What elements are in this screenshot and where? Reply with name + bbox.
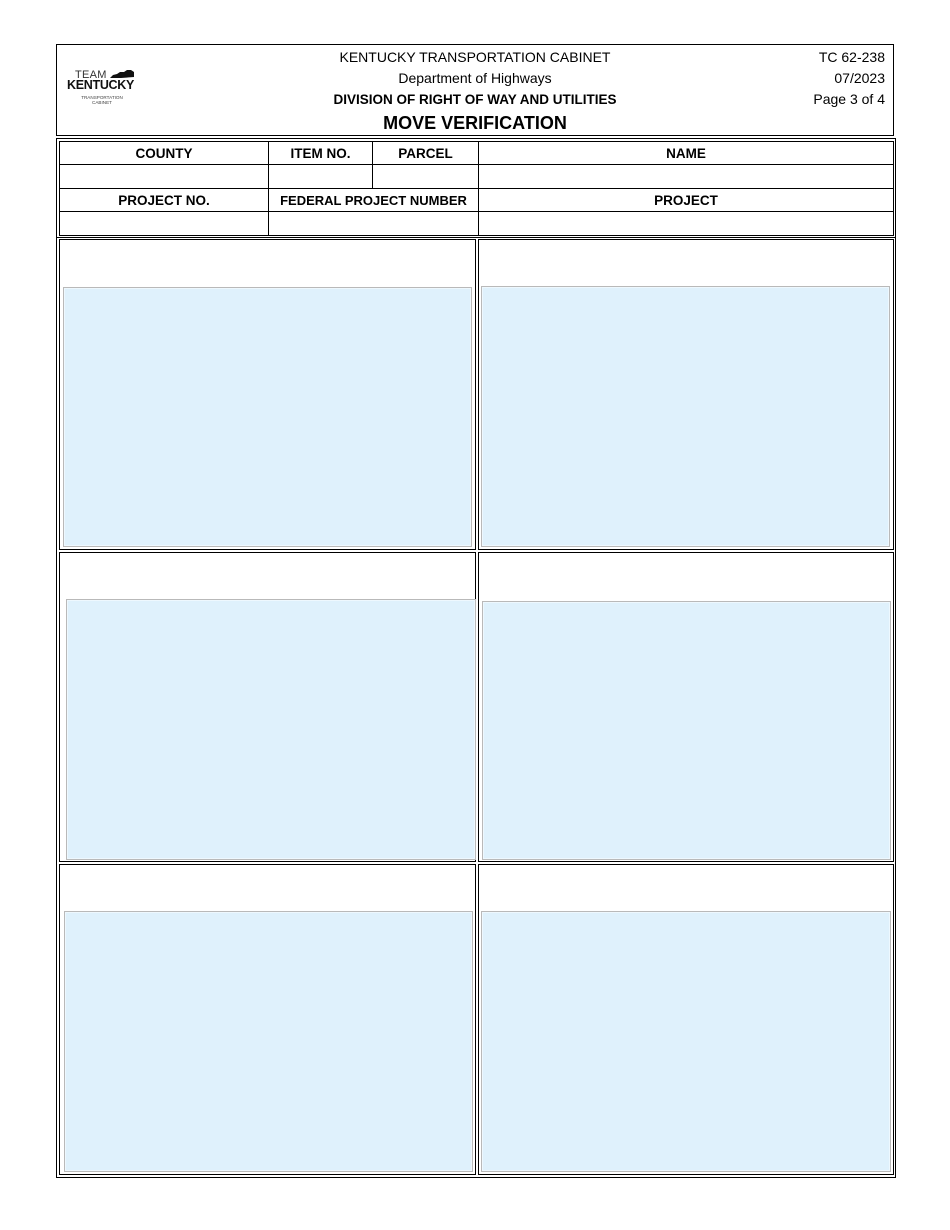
parcel-header: PARCEL [373, 142, 479, 165]
photo-placeholder[interactable] [482, 601, 891, 860]
project-no-field[interactable] [60, 212, 269, 236]
county-field[interactable] [60, 165, 269, 189]
photo-caption-field[interactable] [66, 873, 469, 909]
project-header: PROJECT [479, 189, 894, 212]
photo-cell-3 [59, 552, 476, 862]
name-header: NAME [479, 142, 894, 165]
header-right [813, 47, 885, 110]
photo-placeholder[interactable] [481, 286, 890, 547]
photo-placeholder[interactable] [63, 287, 472, 547]
photo-placeholder[interactable] [481, 911, 891, 1172]
federal-project-number-field[interactable] [269, 212, 479, 236]
county-header: COUNTY [60, 142, 269, 165]
photo-placeholder[interactable] [64, 911, 473, 1172]
photo-cell-2 [478, 239, 894, 550]
item-no-header: ITEM NO. [269, 142, 373, 165]
parcel-info-table [56, 138, 896, 238]
photo-cell-5 [59, 864, 476, 1175]
form-revision: 07/2023 [834, 70, 885, 86]
photo-caption-field[interactable] [485, 248, 887, 284]
form-title: MOVE VERIFICATION [383, 113, 567, 133]
photo-caption-field[interactable] [66, 248, 469, 284]
photo-caption-field[interactable] [66, 561, 469, 597]
photo-grid [56, 237, 896, 1178]
project-field[interactable] [479, 212, 894, 236]
photo-cell-1 [59, 239, 476, 550]
item-no-field[interactable] [269, 165, 373, 189]
team-kentucky-logo: TEAM KENTUCKY TRANSPORTATION CABINET [67, 69, 135, 105]
project-no-header: PROJECT NO. [60, 189, 269, 212]
form-header [56, 44, 894, 136]
header-center [57, 47, 893, 136]
photo-caption-field[interactable] [485, 873, 887, 909]
agency-name: KENTUCKY TRANSPORTATION CABINET [339, 49, 611, 65]
division-name: DIVISION OF RIGHT OF WAY AND UTILITIES [333, 92, 617, 107]
department-name: Department of Highways [398, 70, 552, 86]
parcel-field[interactable] [373, 165, 479, 189]
name-field[interactable] [479, 165, 894, 189]
photo-placeholder[interactable] [66, 599, 476, 860]
form-number: TC 62-238 [818, 49, 885, 65]
page-number: Page 3 of 4 [813, 91, 885, 107]
federal-project-number-header: FEDERAL PROJECT NUMBER [269, 189, 479, 212]
photo-cell-4 [478, 552, 894, 862]
photo-caption-field[interactable] [485, 561, 887, 597]
photo-cell-6 [478, 864, 894, 1175]
